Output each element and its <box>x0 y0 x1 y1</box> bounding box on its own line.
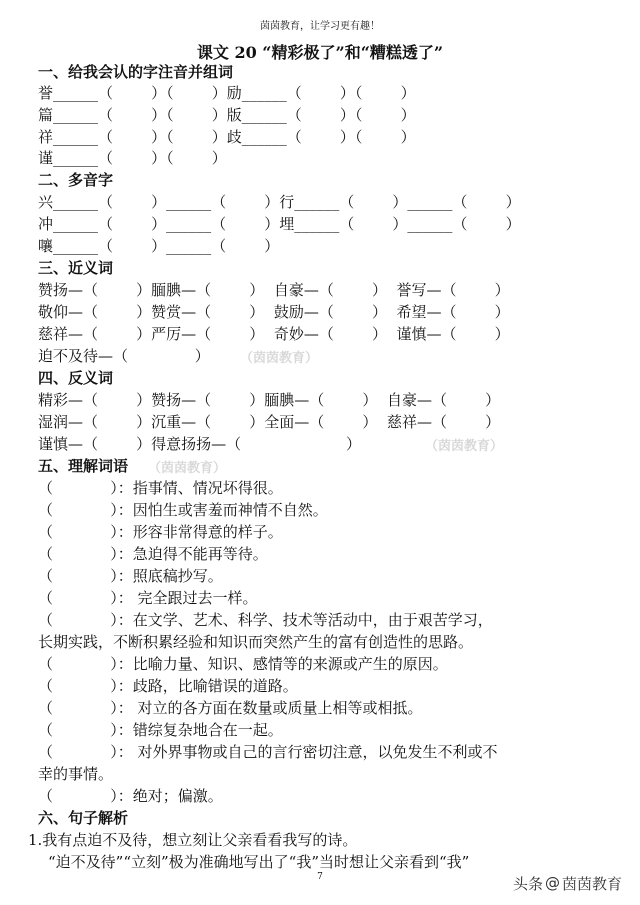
watermark-1: （茵茵教育） <box>240 351 319 366</box>
definition-line: （ ）：因怕生或害羞而神情不自然。 <box>38 501 328 519</box>
section-heading-definitions: 五、理解词语 <box>38 457 129 475</box>
section-heading-synonyms: 三、近义词 <box>38 259 114 277</box>
definition-line-continued: 幸的事情。 <box>38 765 114 783</box>
definition-line: （ ）：形容非常得意的样子。 <box>38 523 283 541</box>
lesson-title: 课文 20 “精彩极了”和“糟糕透了” <box>196 43 444 62</box>
line-polyphone-2: 冲______（ ）______（ ）埋______（ ）______（ ） <box>38 215 521 233</box>
at-symbol: @ <box>545 874 561 892</box>
definition-line: （ ）：照底稿抄写。 <box>38 567 223 585</box>
sentence-1: 1.我有点迫不及待，想立刻让父亲看看我写的诗。 <box>28 831 358 849</box>
definition-line: （ ）：在文学、艺术、科学、技术等活动中，由于艰苦学习， <box>38 611 493 629</box>
definition-line: （ ）：比喻力量、知识、感情等的来源或产生的原因。 <box>38 655 448 673</box>
sentence-analysis: “迫不及待”“立刻”极为准确地写出了“我”当时想让父亲看到“我” <box>48 853 470 871</box>
watermark-2: （茵茵教育） <box>425 439 504 454</box>
watermark-3: （茵茵教育） <box>148 461 227 476</box>
line-polyphone-3: 嚷______（ ）______（ ） <box>38 237 280 255</box>
section-heading-antonyms: 四、反义词 <box>38 369 114 387</box>
definition-line: （ ）：急迫得不能再等待。 <box>38 545 268 563</box>
line-antonyms-1: 精彩—（ ）赞扬—（ ）腼腆—（ ） 自豪—（ ） <box>38 391 501 409</box>
brand-prefix: 头条 <box>513 874 544 893</box>
line-pinyin-1: 誉______（ ）（ ）励______（ ）（ ） <box>38 84 416 102</box>
definition-line-continued: 长期实践，不断积累经验和知识而突然产生的富有创造性的思路。 <box>38 633 474 651</box>
brand-name: 茵茵教育 <box>562 874 623 893</box>
definition-line: （ ）： 对立的各方面在数量或质量上相等或相抵。 <box>38 699 423 717</box>
line-synonyms-2: 敬仰—（ ）赞赏—（ ） 鼓励—（ ） 希望—（ ） <box>38 303 510 321</box>
line-pinyin-4: 谨______（ ）（ ） <box>38 149 227 167</box>
section-heading-pinyin: 一、给我会认的字注音并组词 <box>38 63 234 81</box>
definition-line: （ ）：错综复杂地合在一起。 <box>38 721 283 739</box>
section-heading-sentences: 六、句子解析 <box>38 809 129 827</box>
definition-line: （ ）： 对外界事物或自己的言行密切注意，以免发生不利或不 <box>38 743 498 761</box>
line-synonyms-4: 迫不及待—（ ） <box>38 347 210 365</box>
line-synonyms-3: 慈祥—（ ）严厉—（ ） 奇妙—（ ） 谨慎—（ ） <box>38 325 510 343</box>
line-synonyms-1: 赞扬—（ ）腼腆—（ ） 自豪—（ ） 誉写—（ ） <box>38 281 510 299</box>
line-polyphone-1: 兴______（ ）______（ ）行______（ ）______（ ） <box>38 193 521 211</box>
brand-watermark <box>513 866 638 900</box>
page-header: 茵茵教育，让学习更有趣！ <box>260 21 380 32</box>
definition-line: （ ）： 完全跟过去一样。 <box>38 589 258 607</box>
definition-line: （ ）：绝对；偏激。 <box>38 787 223 805</box>
line-antonyms-2: 湿润—（ ）沉重—（ ）全面—（ ） 慈祥—（ ） <box>38 413 501 431</box>
page-number: 7 <box>317 872 323 882</box>
section-heading-polyphone: 二、多音字 <box>38 171 114 189</box>
line-pinyin-2: 篇______（ ）（ ）版______（ ）（ ） <box>38 106 416 124</box>
line-antonyms-3: 谨慎—（ ）得意扬扬—（ ） <box>38 435 362 453</box>
definition-line: （ ）：指事情、情况坏得很。 <box>38 479 283 497</box>
definition-line: （ ）：歧路，比喻错误的道路。 <box>38 677 298 695</box>
line-pinyin-3: 祥______（ ）（ ）歧______（ ）（ ） <box>38 128 416 146</box>
